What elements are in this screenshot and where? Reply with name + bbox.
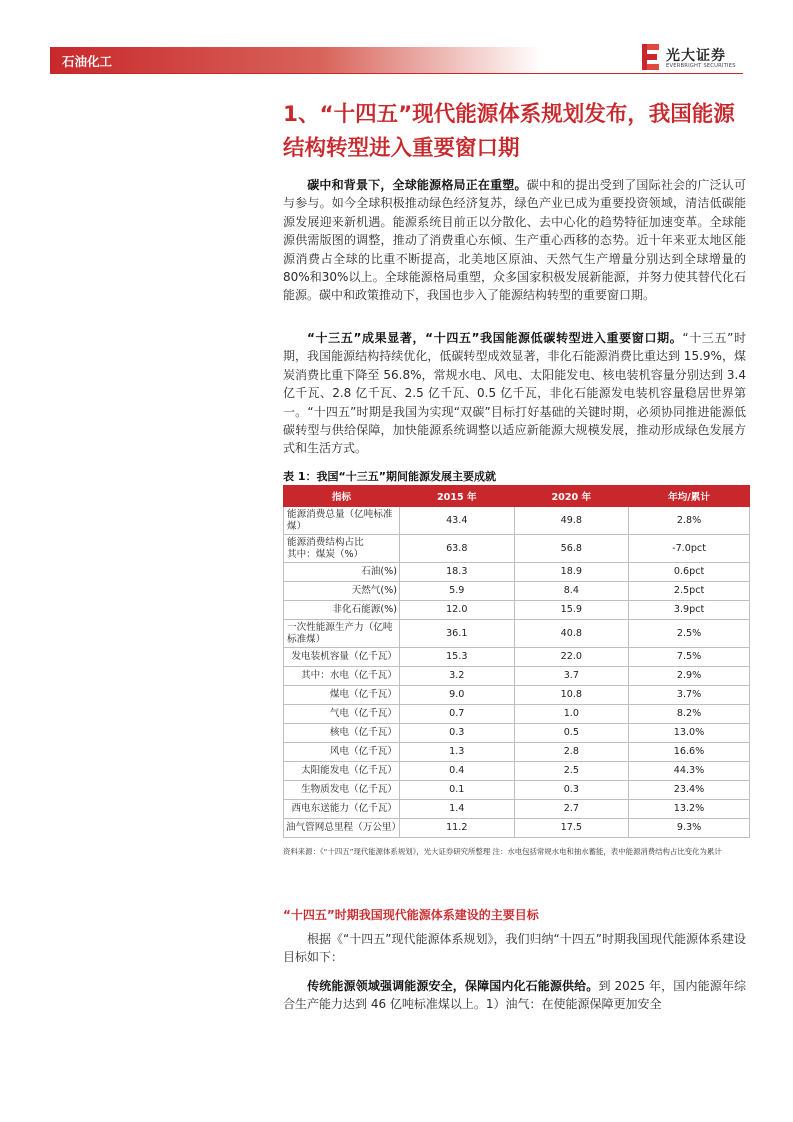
value-cell: 18.9	[514, 563, 629, 582]
value-cell: 0.4	[400, 762, 515, 781]
everbright-logo-icon	[642, 44, 659, 70]
indicator-cell: 能源消费结构占比 其中：煤炭（%）	[284, 535, 400, 563]
table-source-note: 资料来源：《“十四五”现代能源体系规划》，光大证券研究所整理 注：水电包括常规水电和抽水蓄能，表中能源消费结构占比变化为累计	[283, 847, 722, 856]
indicator-cell: 气电（亿千瓦）	[284, 705, 400, 724]
paragraph-china-transition	[283, 329, 746, 458]
indicator-cell: 能源消费总量（亿吨标准煤）	[284, 507, 400, 535]
brand-logo	[642, 44, 752, 72]
indicator-cell: 核电（亿千瓦）	[284, 724, 400, 743]
table-row	[284, 620, 750, 648]
value-cell: 8.4	[514, 582, 629, 601]
indicator-cell: 西电东送能力（亿千瓦）	[284, 800, 400, 819]
value-cell: 15.3	[400, 648, 515, 667]
indicator-cell: 一次性能源生产力（亿吨标准煤）	[284, 620, 400, 648]
value-cell: 1.0	[514, 705, 629, 724]
paragraph-body: 到 2025 年，国内能源年综合生产能力达到 46 亿吨标准煤以上。1）油气：在使能源保障更加安全	[283, 979, 746, 1012]
paragraph-lead: “十三五”成果显著，“十四五”我国能源低碳转型进入重要窗口期。	[307, 331, 683, 345]
section-heading: 1、“十四五”现代能源体系规划发布，我国能源结构转型进入重要窗口期	[283, 102, 735, 161]
table-row	[284, 781, 750, 800]
value-cell: 44.3%	[629, 762, 750, 781]
table-row	[284, 535, 750, 563]
indicator-cell: 油气管网总里程（万公里）	[284, 819, 400, 838]
column-header: 2015 年	[400, 486, 515, 507]
value-cell: 0.6pct	[629, 563, 750, 582]
value-cell: 3.9pct	[629, 601, 750, 620]
value-cell: 9.0	[400, 686, 515, 705]
paragraph-body: 根据《“十四五”现代能源体系规划》，我们归纳“十四五”时期我国现代能源体系建设目标如下：	[283, 932, 746, 965]
value-cell: 0.3	[400, 724, 515, 743]
table-row	[284, 762, 750, 781]
table-row	[284, 563, 750, 582]
value-cell: 1.3	[400, 743, 515, 762]
value-cell: 2.9%	[629, 667, 750, 686]
value-cell: 11.2	[400, 819, 515, 838]
value-cell: 36.1	[400, 620, 515, 648]
table-caption: 表 1：我国“十三五”期间能源发展主要成就	[283, 470, 496, 483]
value-cell: 1.4	[400, 800, 515, 819]
paragraph-body: “十三五”时期，我国能源结构持续优化，低碳转型成效显著，非化石能源消费比重达到 15.9%，煤炭消费比重下降至 56.8%，常规水电、风电、太阳能发电、核电装机容量分别达到 3.4 亿千瓦、2.8 亿千瓦、2.5 亿千瓦、0.5 亿千瓦，非化石能源发电装机容量稳居世界第一。“十四五”时期是我国为实现“双碳”目标打好基础的关键时期，必须协同推进能源低碳转型与供给保障，加快能源系统调整以适应新能源大规模发展，推动形成绿色发展方式和生活方式。	[283, 331, 746, 456]
paragraph-traditional-energy	[283, 977, 746, 1014]
value-cell: 0.1	[400, 781, 515, 800]
value-cell: 16.6%	[629, 743, 750, 762]
column-header: 年均/累计	[629, 486, 750, 507]
value-cell: 22.0	[514, 648, 629, 667]
brand-english: EVERBRIGHT SECURITIES	[666, 63, 736, 69]
value-cell: 2.5pct	[629, 582, 750, 601]
value-cell: 23.4%	[629, 781, 750, 800]
value-cell: 0.7	[400, 705, 515, 724]
table-row	[284, 800, 750, 819]
value-cell: 2.8%	[629, 507, 750, 535]
indicator-cell: 煤电（亿千瓦）	[284, 686, 400, 705]
indicator-cell: 其中：水电（亿千瓦）	[284, 667, 400, 686]
value-cell: 8.2%	[629, 705, 750, 724]
value-cell: 3.2	[400, 667, 515, 686]
value-cell: 56.8	[514, 535, 629, 563]
energy-achievements-table	[283, 485, 750, 838]
table-row	[284, 819, 750, 838]
paragraph-global-energy	[283, 176, 746, 305]
paragraph-body: 碳中和的提出受到了国际社会的广泛认可与参与。如今全球积极推动绿色经济复苏，绿色产业已成为重要投资领域，清洁低碳能源发展迎来新机遇。能源系统目前正以分散化、去中心化的趋势特征加速变革。全球能源供需版图的调整，推动了消费重心东倾、生产重心西移的态势。近十年来亚太地区能源消费占全球的比重不断提高，北美地区原油、天然气生产增量分别达到全球增量的80%和30%以上。全球能源格局重塑，众多国家积极发展新能源，并努力使其替代化石能源。碳中和政策推动下，我国也步入了能源结构转型的重要窗口期。	[283, 178, 746, 303]
value-cell: 12.0	[400, 601, 515, 620]
value-cell: 2.5	[514, 762, 629, 781]
column-header: 2020 年	[514, 486, 629, 507]
value-cell: 49.8	[514, 507, 629, 535]
table-row	[284, 705, 750, 724]
brand-name: 光大证券	[666, 48, 726, 64]
value-cell: 7.5%	[629, 648, 750, 667]
table-row	[284, 601, 750, 620]
table-row	[284, 648, 750, 667]
value-cell: 2.5%	[629, 620, 750, 648]
table-row	[284, 724, 750, 743]
indicator-cell: 发电装机容量（亿千瓦）	[284, 648, 400, 667]
value-cell: 40.8	[514, 620, 629, 648]
paragraph-lead: 传统能源领域强调能源安全，保障国内化石能源供给。	[307, 979, 599, 993]
header-bar	[50, 47, 542, 73]
paragraph-goals-intro	[283, 930, 746, 967]
value-cell: 2.8	[514, 743, 629, 762]
value-cell: 18.3	[400, 563, 515, 582]
value-cell: 13.2%	[629, 800, 750, 819]
table-row	[284, 743, 750, 762]
value-cell: 9.3%	[629, 819, 750, 838]
value-cell: 43.4	[400, 507, 515, 535]
table-row	[284, 582, 750, 601]
value-cell: -7.0pct	[629, 535, 750, 563]
value-cell: 63.8	[400, 535, 515, 563]
indicator-cell: 非化石能源(%)	[284, 601, 400, 620]
section-label: 石油化工	[62, 54, 113, 69]
value-cell: 17.5	[514, 819, 629, 838]
subheading: “十四五”时期我国现代能源体系建设的主要目标	[283, 908, 539, 922]
value-cell: 2.7	[514, 800, 629, 819]
column-header: 指标	[284, 486, 400, 507]
value-cell: 3.7%	[629, 686, 750, 705]
value-cell: 10.8	[514, 686, 629, 705]
indicator-cell: 天然气(%)	[284, 582, 400, 601]
table-row	[284, 686, 750, 705]
table-row	[284, 507, 750, 535]
value-cell: 3.7	[514, 667, 629, 686]
indicator-cell: 太阳能发电（亿千瓦）	[284, 762, 400, 781]
value-cell: 0.5	[514, 724, 629, 743]
indicator-cell: 风电（亿千瓦）	[284, 743, 400, 762]
table-header-row	[284, 486, 750, 507]
paragraph-lead: 碳中和背景下，全球能源格局正在重塑。	[307, 178, 527, 192]
header-rule	[50, 73, 743, 74]
value-cell: 15.9	[514, 601, 629, 620]
table-row	[284, 667, 750, 686]
value-cell: 5.9	[400, 582, 515, 601]
value-cell: 13.0%	[629, 724, 750, 743]
indicator-cell: 石油(%)	[284, 563, 400, 582]
value-cell: 0.3	[514, 781, 629, 800]
indicator-cell: 生物质发电（亿千瓦）	[284, 781, 400, 800]
